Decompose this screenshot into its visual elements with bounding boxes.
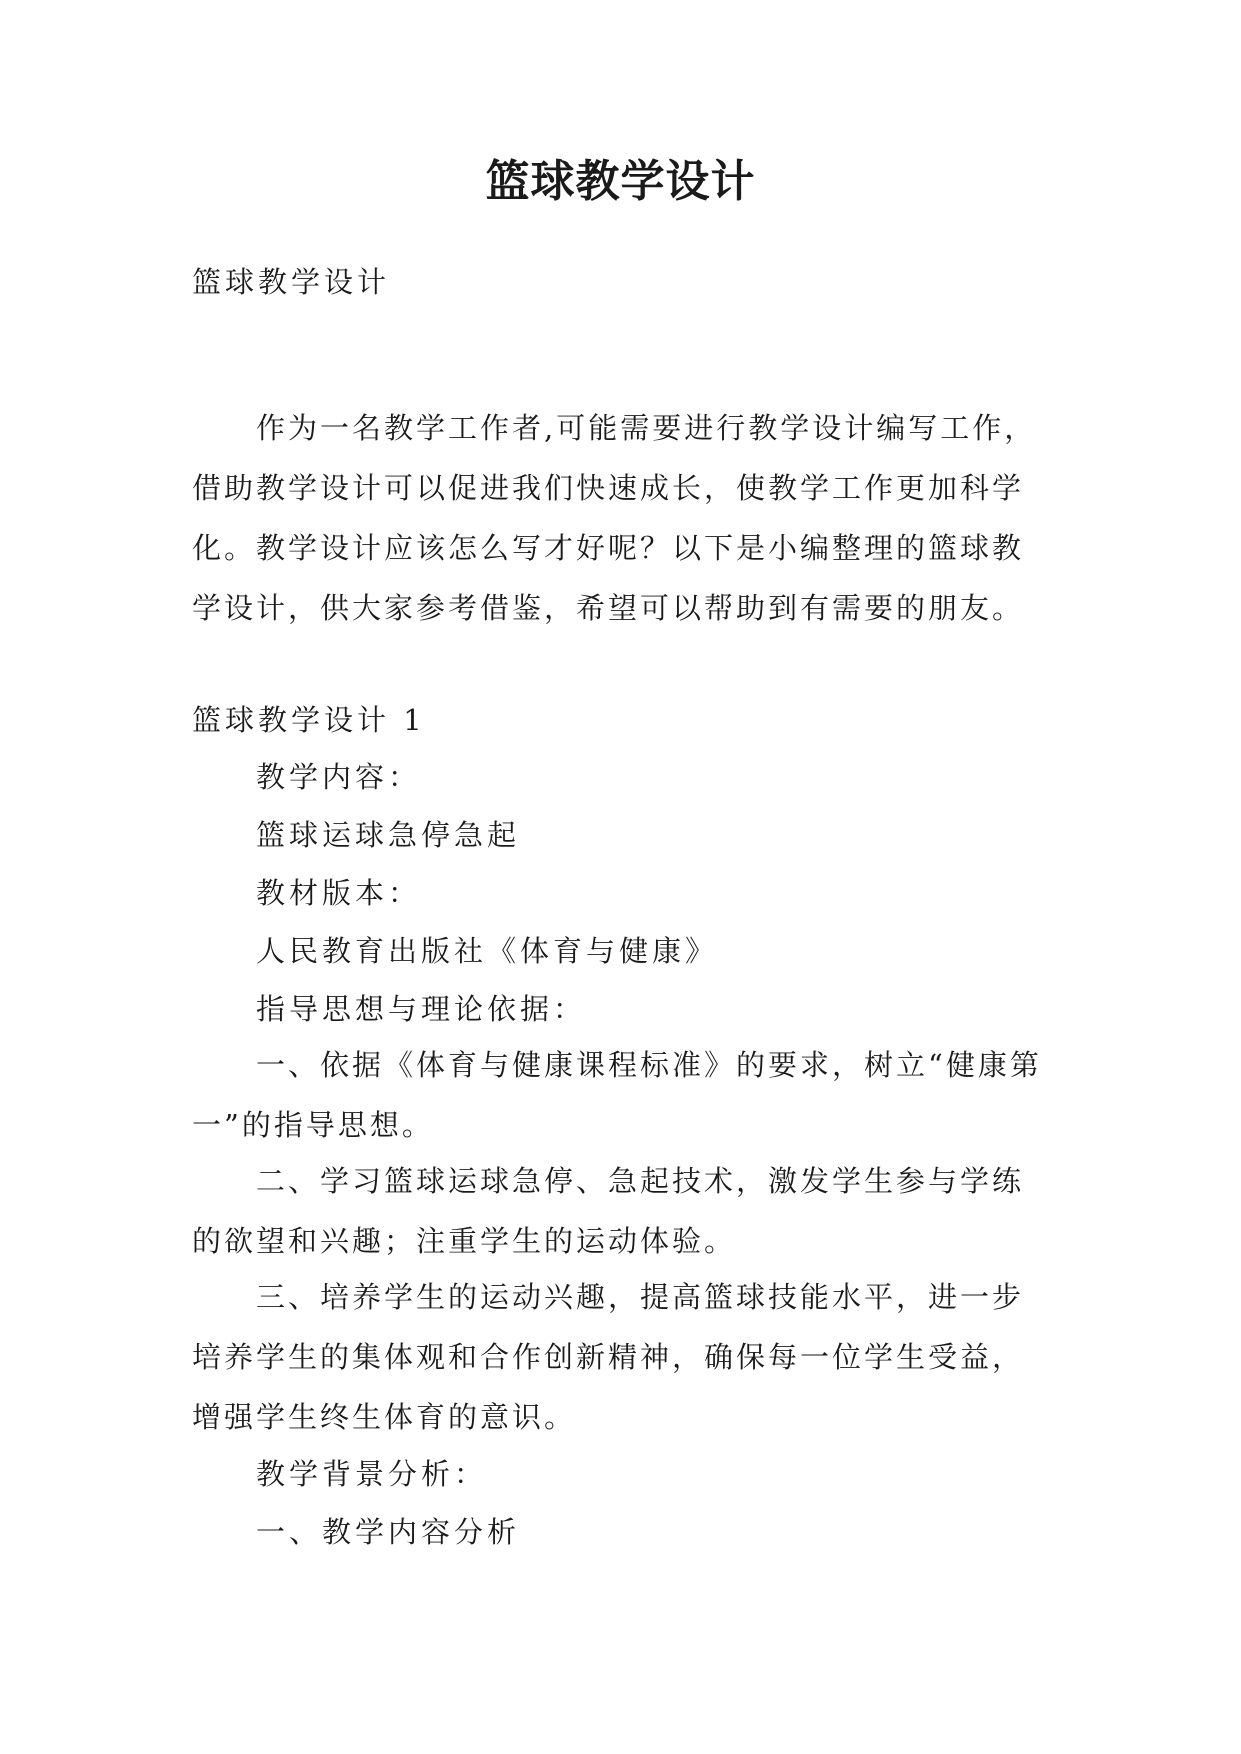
content-label: 教学内容： [256,760,422,794]
guidance-label: 指导思想与理论依据： [256,992,587,1026]
content-value: 篮球运球急停急起 [256,818,521,852]
guidance-item-3: 三、培养学生的运动兴趣，提高篮球技能水平，进一步培养学生的集体观和合作创新精神，确保每一位学生受益，增强学生终生体育的意识。 [192,1280,1025,1434]
edition-label: 教材版本： [256,876,422,910]
document-title: 篮球教学设计 [485,156,756,207]
guidance-item-2: 二、学习篮球运球急停、急起技术，激发学生参与学练的欲望和兴趣；注重学生的运动体验。 [192,1164,1025,1258]
background-item-1: 一、教学内容分析 [256,1515,521,1549]
document-subtitle: 篮球教学设计 [192,265,391,299]
intro-paragraph: 作为一名教学工作者,可能需要进行教学设计编写工作，借助教学设计可以促进我们快速成长，使教学工作更加科学化。教学设计应该怎么写才好呢？以下是小编整理的篮球教学设计，供大家参考借鉴，希望可以帮助到有需要的朋友。 [192,411,1037,625]
section-heading: 篮球教学设计 1 [192,703,426,737]
guidance-item-1: 一、依据《体育与健康课程标准》的要求，树立“健康第一”的指导思想。 [192,1048,1042,1142]
edition-value: 人民教育出版社《体育与健康》 [256,934,719,968]
background-label: 教学背景分析： [256,1457,488,1491]
